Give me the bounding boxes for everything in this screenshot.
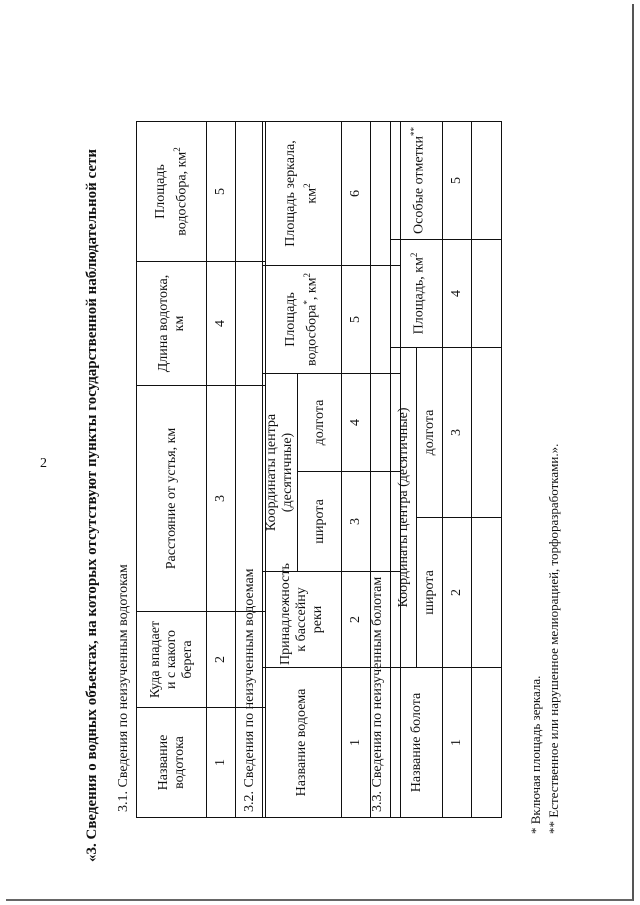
col-header-basin: Принадлежность к бассейну реки	[263, 572, 342, 668]
page-number: 2	[40, 456, 47, 471]
table-swamps	[390, 121, 502, 818]
col-header-distance: Расстояние от устья, км	[137, 386, 207, 612]
col-header-notes: Особые отметки**	[391, 121, 443, 239]
subsection-title-3-3: 3.3. Сведения по неизученным болотам	[370, 576, 385, 812]
col-header-area: Площадь, $км^2$	[391, 239, 443, 347]
col-header-longitude: долгота	[417, 347, 443, 517]
col-header-mirror-area: Площадь зеркала, $км^2$	[263, 121, 342, 265]
subsection-title-3-2: 3.2. Сведения по неизученным водоемам	[242, 568, 257, 812]
table-header-row	[263, 121, 298, 817]
subsection-title-3-1: 3.1. Сведения по неизученным водотокам	[116, 564, 131, 812]
col-header-basin-area: Площадь водосбора*, $км^2$	[263, 265, 342, 373]
table-row: 1 2 3 4 5	[443, 121, 472, 817]
table-header-row	[391, 121, 417, 817]
section-title: «3. Сведения о водных объектах, на которых отсутствуют пункты государственной наблюдательной сети	[84, 148, 100, 862]
col-header-coordinates: Координаты центра (десятичные)	[391, 347, 417, 667]
footnote-2: ** Естественное или нарушенное мелиорацией, торфоразработками.».	[546, 443, 561, 834]
col-header-name: Название водотока	[137, 708, 207, 818]
col-header-length: Длина водотока, км	[137, 262, 207, 386]
col-header-basin-area: Площадь водосбора, $км^2$	[137, 122, 207, 262]
col-header-where: Куда впадает и с какого берега	[137, 612, 207, 708]
table-row: 1 2 3 4 5 6	[342, 121, 371, 817]
col-header-coordinates: Координаты центра (десятичные)	[263, 373, 298, 571]
col-header-name: Название болота	[391, 668, 443, 818]
table-row: 1 2 3 4 5	[207, 122, 236, 818]
col-header-latitude: широта	[417, 518, 443, 668]
rotated-content	[80, 42, 600, 862]
table-row	[472, 121, 502, 817]
col-header-longitude: долгота	[298, 373, 342, 471]
table-header-row	[137, 122, 207, 818]
footnote-1: * Включая площадь зеркала.	[528, 675, 543, 834]
col-header-latitude: широта	[298, 472, 342, 572]
col-header-name: Название водоема	[263, 668, 342, 818]
